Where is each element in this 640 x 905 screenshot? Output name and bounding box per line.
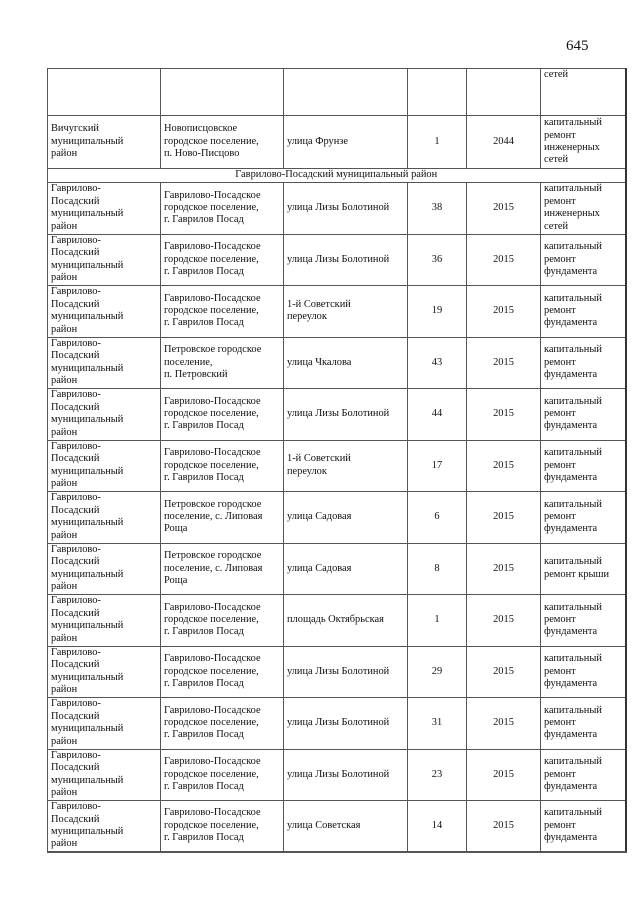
table-row xyxy=(48,492,626,544)
table-row xyxy=(48,749,626,801)
table-row xyxy=(48,595,626,647)
year-cell: 2015 xyxy=(467,389,541,441)
district-cell: Гаврилово- Посадский муниципальный район xyxy=(48,801,161,853)
table-row xyxy=(48,234,626,286)
work-type-cell: капитальный ремонт фундамента xyxy=(541,492,626,544)
district-cell: Вичугский муниципальный район xyxy=(48,116,161,169)
district-cell: Гаврилово- Посадский муниципальный район xyxy=(48,183,161,235)
settlement-cell: Гаврилово-Посадское городское поселение, г. Гаврилов Посад xyxy=(161,389,284,441)
year-cell: 2015 xyxy=(467,492,541,544)
settlement-cell: Гаврилово-Посадское городское поселение, г. Гаврилов Посад xyxy=(161,698,284,750)
page-number: 645 xyxy=(566,38,589,54)
table-row xyxy=(48,116,626,169)
house-cell: 29 xyxy=(408,646,467,698)
house-cell: 31 xyxy=(408,698,467,750)
year-cell: 2015 xyxy=(467,646,541,698)
district-cell: Гаврилово- Посадский муниципальный район xyxy=(48,234,161,286)
house-cell: 6 xyxy=(408,492,467,544)
district-cell: Гаврилово- Посадский муниципальный район xyxy=(48,389,161,441)
street-cell: 1-й Советский переулок xyxy=(284,440,408,492)
work-type-cell: капитальный ремонт фундамента xyxy=(541,595,626,647)
table-row xyxy=(48,337,626,389)
table-row xyxy=(48,389,626,441)
year-cell: 2015 xyxy=(467,440,541,492)
settlement-cell: Гаврилово-Посадское городское поселение, г. Гаврилов Посад xyxy=(161,801,284,853)
house-cell: 36 xyxy=(408,234,467,286)
street-cell: улица Лизы Болотиной xyxy=(284,183,408,235)
district-cell: Гаврилово- Посадский муниципальный район xyxy=(48,492,161,544)
street-cell: площадь Октябрьская xyxy=(284,595,408,647)
house-cell: 8 xyxy=(408,543,467,595)
street-cell: улица Лизы Болотиной xyxy=(284,234,408,286)
year-cell: 2015 xyxy=(467,698,541,750)
table-row xyxy=(48,183,626,235)
house-cell: 17 xyxy=(408,440,467,492)
settlement-cell: Петровское городское поселение, с. Липовая Роща xyxy=(161,492,284,544)
continuation-row xyxy=(48,69,626,116)
settlement-cell: Гаврилово-Посадское городское поселение, г. Гаврилов Посад xyxy=(161,234,284,286)
street-cell: улица Садовая xyxy=(284,543,408,595)
work-type-cell: капитальный ремонт фундамента xyxy=(541,234,626,286)
work-type-cell: капитальный ремонт крыши xyxy=(541,543,626,595)
table-row xyxy=(48,801,626,853)
settlement-cell: Петровское городское поселение, п. Петровский xyxy=(161,337,284,389)
street-cell: улица Чкалова xyxy=(284,337,408,389)
work-type-cell: сетей xyxy=(541,69,626,116)
settlement-cell: Гаврилово-Посадское городское поселение, г. Гаврилов Посад xyxy=(161,440,284,492)
year-cell: 2015 xyxy=(467,543,541,595)
section-header-row xyxy=(48,169,626,183)
street-cell: 1-й Советский переулок xyxy=(284,286,408,338)
year-cell: 2015 xyxy=(467,749,541,801)
district-cell: Гаврилово- Посадский муниципальный район xyxy=(48,646,161,698)
district-cell: Гаврилово- Посадский муниципальный район xyxy=(48,595,161,647)
year-cell: 2015 xyxy=(467,286,541,338)
street-cell: улица Советская xyxy=(284,801,408,853)
work-type-cell: капитальный ремонт фундамента xyxy=(541,646,626,698)
work-type-cell: капитальный ремонт фундамента xyxy=(541,749,626,801)
district-cell: Гаврилово- Посадский муниципальный район xyxy=(48,440,161,492)
work-type-cell: капитальный ремонт фундамента xyxy=(541,337,626,389)
table-row xyxy=(48,286,626,338)
street-cell: улица Фрунзе xyxy=(284,116,408,169)
year-cell: 2015 xyxy=(467,595,541,647)
house-cell: 23 xyxy=(408,749,467,801)
settlement-cell: Гаврилово-Посадское городское поселение, г. Гаврилов Посад xyxy=(161,646,284,698)
work-type-cell: капитальный ремонт инженерных сетей xyxy=(541,116,626,169)
street-cell: улица Лизы Болотиной xyxy=(284,749,408,801)
house-cell: 38 xyxy=(408,183,467,235)
house-cell: 1 xyxy=(408,595,467,647)
house-cell: 43 xyxy=(408,337,467,389)
settlement-cell: Гаврилово-Посадское городское поселение, г. Гаврилов Посад xyxy=(161,749,284,801)
table-row xyxy=(48,543,626,595)
house-cell: 44 xyxy=(408,389,467,441)
house-cell: 19 xyxy=(408,286,467,338)
street-cell: улица Садовая xyxy=(284,492,408,544)
year-cell: 2015 xyxy=(467,337,541,389)
settlement-cell: Петровское городское поселение, с. Липовая Роща xyxy=(161,543,284,595)
table-row xyxy=(48,440,626,492)
district-cell: Гаврилово- Посадский муниципальный район xyxy=(48,749,161,801)
house-cell: 14 xyxy=(408,801,467,853)
street-cell: улица Лизы Болотиной xyxy=(284,646,408,698)
repair-program-table xyxy=(47,68,627,853)
district-cell: Гаврилово- Посадский муниципальный район xyxy=(48,286,161,338)
section-header: Гаврилово-Посадский муниципальный район xyxy=(48,169,626,183)
district-cell: Гаврилово- Посадский муниципальный район xyxy=(48,337,161,389)
settlement-cell: Гаврилово-Посадское городское поселение, г. Гаврилов Посад xyxy=(161,595,284,647)
table-row xyxy=(48,646,626,698)
settlement-cell: Гаврилово-Посадское городское поселение, г. Гаврилов Посад xyxy=(161,183,284,235)
work-type-cell: капитальный ремонт фундамента xyxy=(541,698,626,750)
settlement-cell: Гаврилово-Посадское городское поселение, г. Гаврилов Посад xyxy=(161,286,284,338)
work-type-cell: капитальный ремонт фундамента xyxy=(541,801,626,853)
district-cell: Гаврилово- Посадский муниципальный район xyxy=(48,543,161,595)
year-cell: 2015 xyxy=(467,234,541,286)
street-cell: улица Лизы Болотиной xyxy=(284,389,408,441)
house-cell: 1 xyxy=(408,116,467,169)
year-cell: 2015 xyxy=(467,801,541,853)
year-cell: 2044 xyxy=(467,116,541,169)
work-type-cell: капитальный ремонт инженерных сетей xyxy=(541,183,626,235)
work-type-cell: капитальный ремонт фундамента xyxy=(541,440,626,492)
settlement-cell: Новописцовское городское поселение, п. Ново-Писцово xyxy=(161,116,284,169)
work-type-cell: капитальный ремонт фундамента xyxy=(541,286,626,338)
work-type-cell: капитальный ремонт фундамента xyxy=(541,389,626,441)
year-cell: 2015 xyxy=(467,183,541,235)
district-cell: Гаврилово- Посадский муниципальный район xyxy=(48,698,161,750)
street-cell: улица Лизы Болотиной xyxy=(284,698,408,750)
table-row xyxy=(48,698,626,750)
